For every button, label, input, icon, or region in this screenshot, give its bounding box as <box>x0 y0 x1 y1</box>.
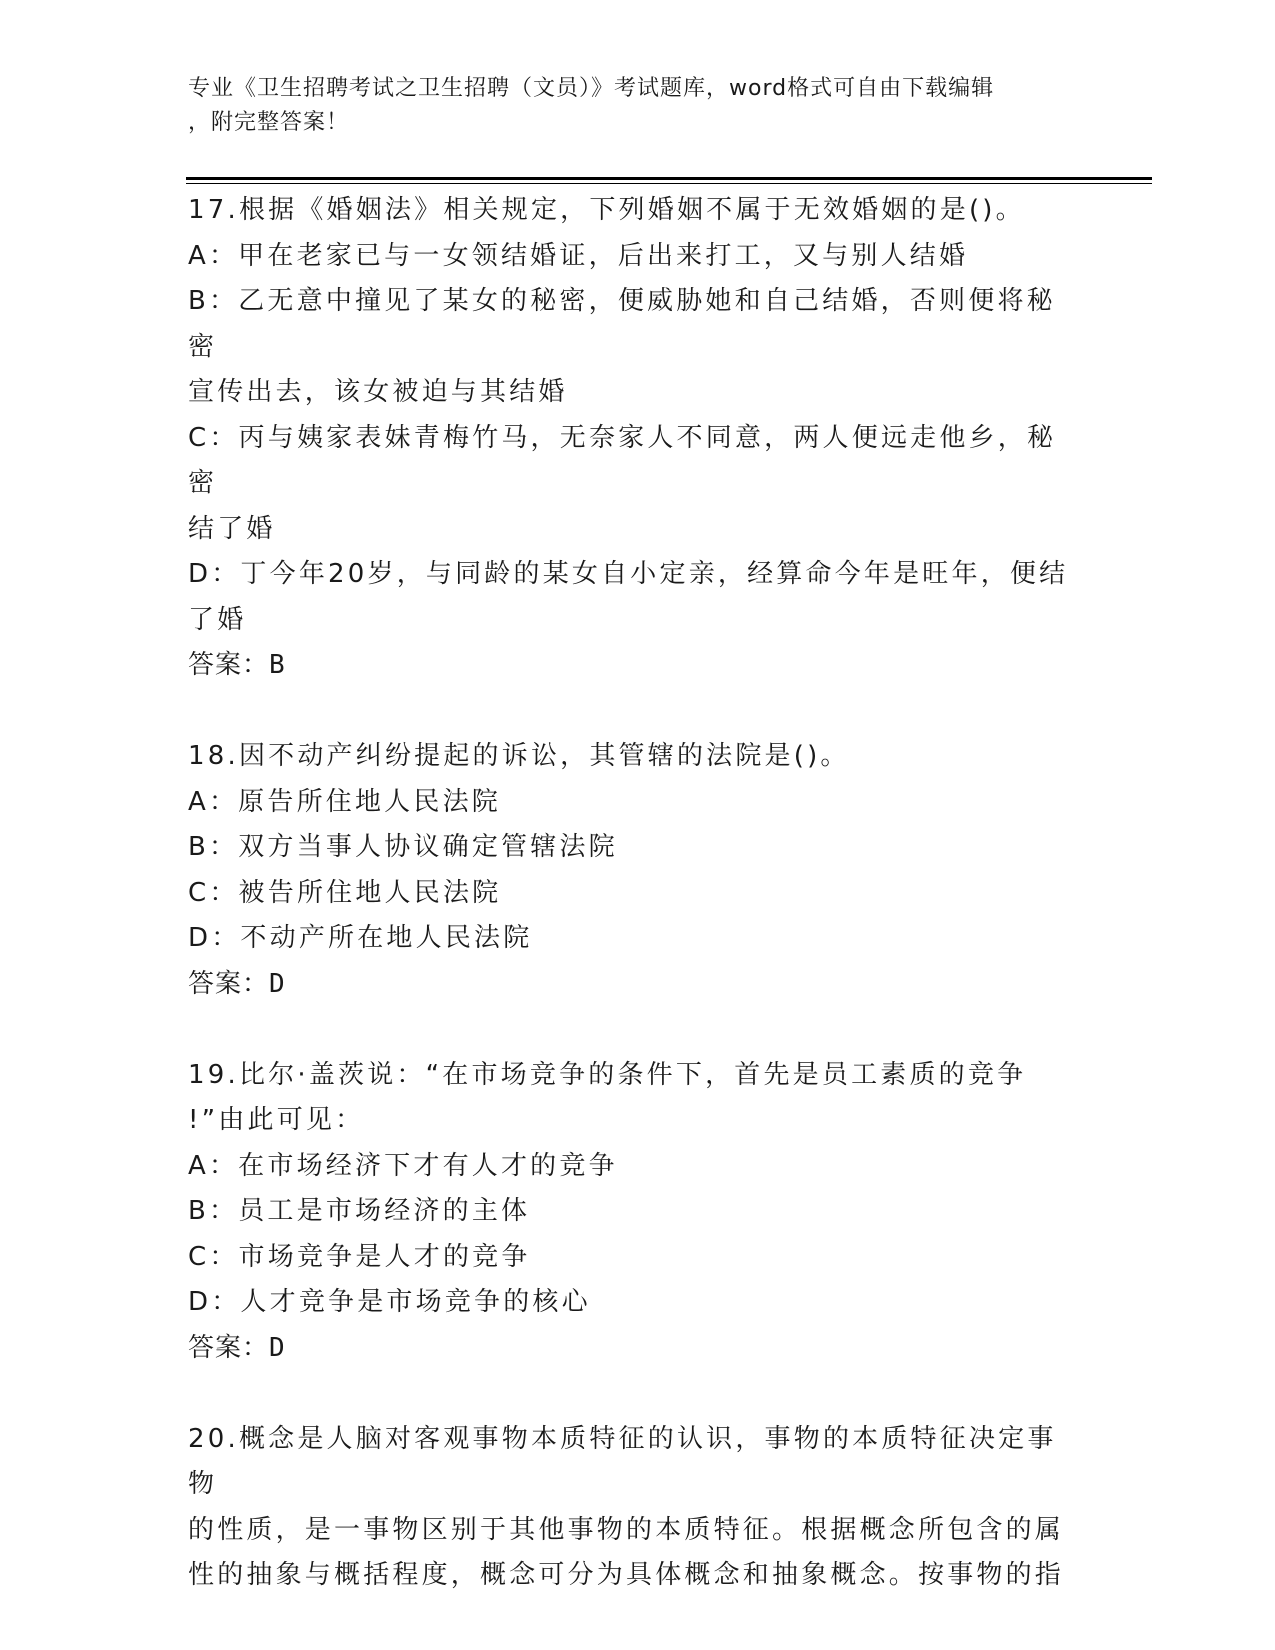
answer-value: B <box>269 650 286 680</box>
option-d: D：丁今年20岁，与同龄的某女自小定亲，经算命今年是旺年，便结 了婚 <box>188 559 1069 635</box>
option-b: B：乙无意中撞见了某女的秘密，便威胁她和自己结婚，否则便将秘密 宣传出去，该女被迫与其结婚 <box>188 286 1056 407</box>
answer-label: 答案： <box>188 1332 270 1363</box>
option-a: A：甲在老家已与一女领结婚证，后出来打工，又与别人结婚 <box>188 240 969 271</box>
question-18 <box>188 734 1078 1007</box>
header-divider-thick <box>186 177 1152 180</box>
header-line-2: ，附完整答案！ <box>188 110 350 135</box>
question-stem: 19.比尔·盖茨说：“在市场竞争的条件下，首先是员工素质的竞争 <box>188 1059 1027 1090</box>
header-divider-thin <box>186 183 1152 184</box>
question-stem: 18.因不动产纠纷提起的诉讼，其管辖的法院是()。 <box>188 741 850 771</box>
answer-value: D <box>269 1332 286 1363</box>
header-line-1: 专业《卫生招聘考试之卫生招聘（文员）》考试题库，word格式可自由下载编辑 <box>188 76 995 101</box>
question-17 <box>188 188 1078 689</box>
question-stem: 20.概念是人脑对客观事物本质特征的认识，事物的本质特征决定事物 <box>188 1423 1057 1499</box>
question-20 <box>188 1417 1078 1599</box>
option-c: C：丙与姨家表妹青梅竹马，无奈家人不同意，两人便远走他乡，秘密 结了婚 <box>188 422 1057 544</box>
answer-label: 答案： <box>188 968 270 999</box>
option-b: B：员工是市场经济的主体 <box>188 1196 531 1226</box>
question-stem-cont: !”由此可见： <box>188 1105 365 1135</box>
answer <box>188 962 1078 1008</box>
question-19 <box>188 1053 1078 1372</box>
option-a: A：原告所住地人民法院 <box>188 786 501 817</box>
answer-label: 答案： <box>188 650 270 680</box>
option-a: A：在市场经济下才有人才的竞争 <box>188 1150 618 1181</box>
answer-value: D <box>269 968 286 999</box>
question-stem-cont: 性的抽象与概括程度，概念可分为具体概念和抽象概念。按事物的指 <box>188 1560 1065 1590</box>
question-stem: 17.根据《婚姻法》相关规定，下列婚姻不属于无效婚姻的是()。 <box>188 195 1025 225</box>
option-d: D：人才竞争是市场竞争的核心 <box>188 1287 591 1317</box>
question-list <box>188 188 1078 1644</box>
answer <box>188 1326 1078 1372</box>
option-c: C：被告所住地人民法院 <box>188 877 502 908</box>
option-c: C：市场竞争是人才的竞争 <box>188 1241 531 1272</box>
answer <box>188 643 1078 689</box>
question-stem-cont: 的性质，是一事物区别于其他事物的本质特征。根据概念所包含的属 <box>188 1514 1065 1545</box>
document-header <box>188 72 1068 140</box>
option-d: D：不动产所在地人民法院 <box>188 923 533 953</box>
option-b: B：双方当事人协议确定管辖法院 <box>188 832 618 862</box>
